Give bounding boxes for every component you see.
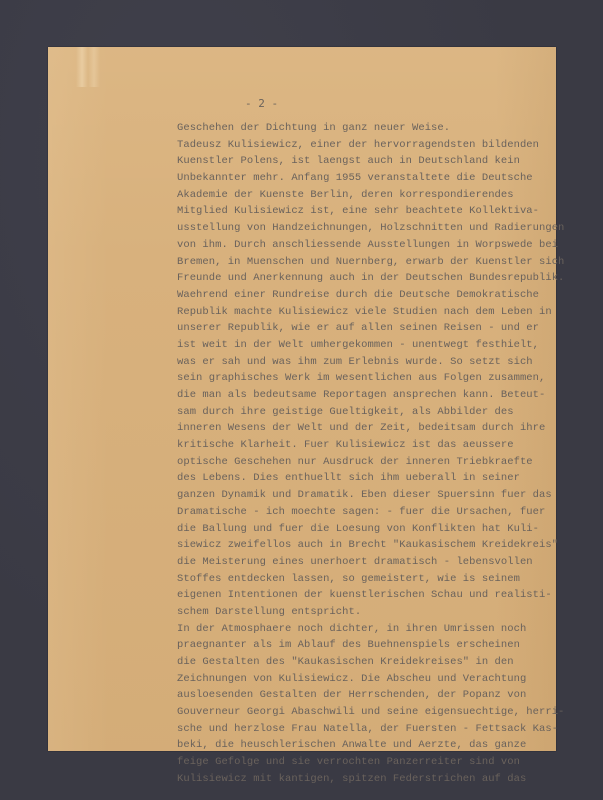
text-line: Geschehen der Dichtung in ganz neuer Weise. [177, 122, 451, 134]
text-line: unserer Republik, wie er auf allen seinen Reisen - und er [177, 322, 540, 335]
text-line: Gouverneur Georgi Abaschwili und seine eigensuechtige, herri- [177, 706, 565, 719]
text-line: die Ballung und fuer die Loesung von Konflikten hat Kuli- [177, 522, 540, 535]
page-number: - 2 - [245, 97, 279, 110]
text-line: Akademie der Kuenste Berlin, deren korrespondierendes [177, 188, 514, 201]
text-line: von ihm. Durch anschliessende Ausstellungen in Worpswede bei [177, 238, 559, 251]
text-line: Freunde und Anerkennung auch in der Deutschen Bundesrepublik. [177, 272, 565, 285]
text-line: Mitglied Kulisiewicz ist, eine sehr beachtete Kollektiva- [177, 205, 540, 218]
body-text [177, 120, 597, 788]
text-line: sam durch ihre geistige Gueltigkeit, als Abbilder des [177, 405, 514, 418]
text-line: was er sah und was ihm zum Erlebnis wurde. So setzt sich [177, 355, 533, 368]
text-line: Waehrend einer Rundreise durch die Deutsche Demokratische [177, 288, 540, 301]
text-line: Dramatische - ich moechte sagen: - fuer die Ursachen, fuer [177, 505, 546, 518]
text-line: des Lebens. Dies enthuellt sich ihm ueberall in seiner [177, 472, 520, 485]
text-line: die Gestalten des "Kaukasischen Kreidekreises" in den [177, 656, 514, 668]
text-line: feige Gefolge und sie verrochten Panzerreiter sind von [177, 756, 520, 769]
text-line: Tadeusz Kulisiewicz, einer der hervorragendsten bildenden [177, 138, 540, 151]
text-line: sein graphisches Werk im wesentlichen aus Folgen zusammen, [177, 372, 546, 385]
text-line: die Meisterung eines unerhoert dramatisch - lebensvollen [177, 555, 533, 568]
text-line: usstellung von Handzeichnungen, Holzschnitten und Radierungen [177, 222, 565, 235]
text-line: optische Geschehen nur Ausdruck der inneren Triebkraefte [177, 455, 533, 468]
text-line: Kuenstler Polens, ist laengst auch in Deutschland kein [177, 155, 520, 168]
text-line: In der Atmosphaere noch dichter, in ihren Umrissen noch [177, 622, 527, 635]
text-line: beki, die heuschlerischen Anwalte und Aerzte, das ganze [177, 739, 527, 752]
text-line: sche und herzlose Frau Natella, der Fuersten - Fettsack Kas- [177, 722, 559, 735]
text-line: kritische Klarheit. Fuer Kulisiewicz ist das aeussere [177, 439, 514, 452]
text-line: praegnanter als im Ablauf des Buehnenspiels erscheinen [177, 639, 520, 652]
text-line: Kulisiewicz mit kantigen, spitzen Federstrichen auf das [177, 772, 527, 785]
paper-crease [76, 47, 100, 87]
text-line: ist weit in der Welt umhergekommen - unentwegt festhielt, [177, 338, 540, 351]
text-line: ausloesenden Gestalten der Herrschenden, der Popanz von [177, 689, 527, 702]
typewritten-page [48, 47, 565, 785]
text-line: Republik machte Kulisiewicz viele Studien nach dem Leben in [177, 305, 552, 318]
text-line: Bremen, in Muenschen und Nuernberg, erwarb der Kuenstler sich [177, 255, 565, 268]
text-line: Stoffes entdecken lassen, so gemeistert, wie is seinem [177, 572, 520, 585]
text-line: eigenen Intentionen der kuenstlerischen Schau und realisti- [177, 589, 552, 602]
text-line: schem Darstellung entspricht. [177, 605, 362, 618]
text-line: siewicz zweifellos auch in Brecht "Kaukasischem Kreidekreis" [177, 539, 559, 552]
text-line: Zeichnungen von Kulisiewicz. Die Abscheu und Verachtung [177, 672, 527, 685]
text-line: ganzen Dynamik und Dramatik. Eben dieser Spuersinn fuer das [177, 489, 552, 502]
text-line: inneren Wesens der Welt und der Zeit, bedeitsam durch ihre [177, 422, 546, 435]
text-line: die man als bedeutsame Reportagen ansprechen kann. Beteut- [177, 389, 546, 401]
text-line: Unbekannter mehr. Anfang 1955 veranstaltete die Deutsche [177, 172, 533, 185]
